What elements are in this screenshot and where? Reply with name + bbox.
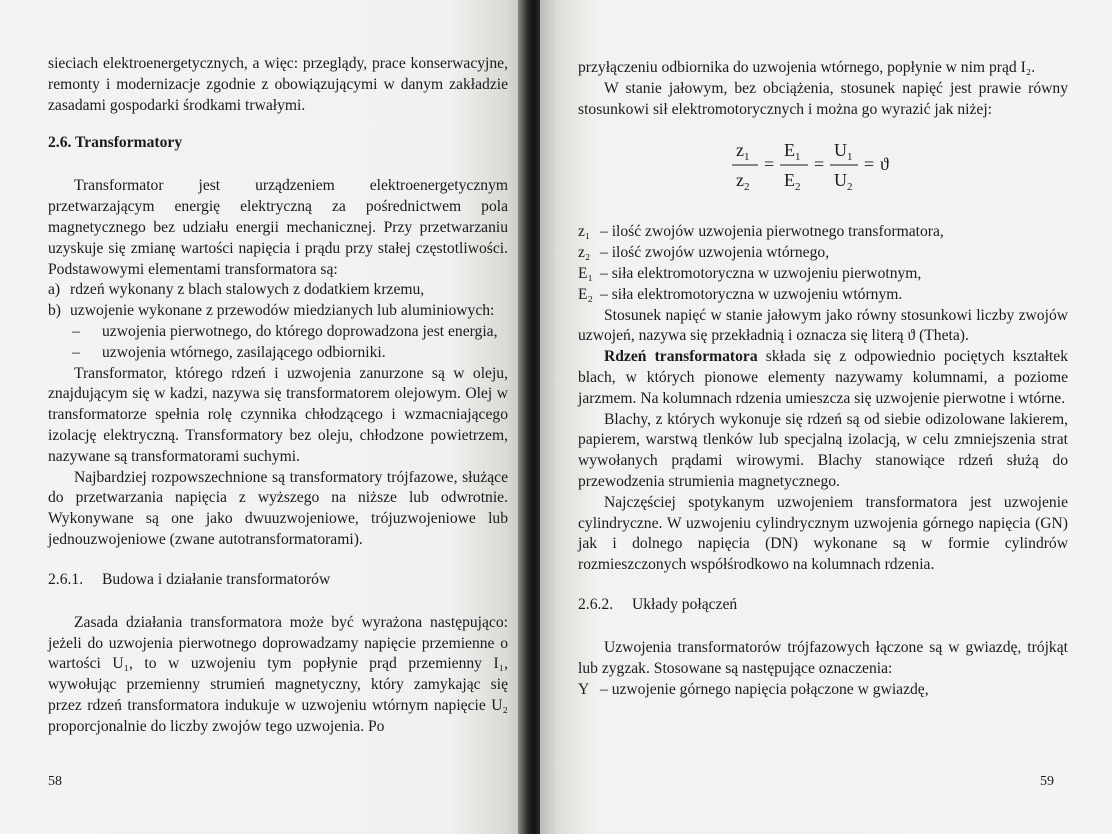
paragraph-three-phase: Najbardziej rozpowszechnione są transformatory trójfazowe, służące do przetwarzania napięcia z wyższego na niższe lub odwrotnie. Wykonywane są one jako dwuuzwojeniowe, trójuzwojeniowe lub jednouzwojeniowe (zwane autotransformatorami).	[48, 468, 508, 548]
formula-z2: $z_2$	[736, 170, 750, 194]
list-item-label: b)	[48, 302, 61, 320]
formula-z1: $z_1$	[736, 140, 750, 164]
formula-e2: $E_2$	[784, 170, 801, 194]
subsection-number: 2.6.1.	[48, 570, 84, 588]
formula-u2: $U_2$	[834, 170, 853, 194]
paragraph-ratio: Stosunek napięć w stanie jałowym jako równy stosunkowi liczby zwojów uzwojeń, nazywa się przekładnią i oznacza się literą ϑ (Theta).	[578, 306, 1068, 345]
symbol: E₁	[578, 264, 593, 282]
list-item-text: uzwojenie wykonane z przewodów miedzianych lub aluminiowych:	[70, 302, 495, 320]
list-item-text: rdzeń wykonany z blach stalowych z dodatkiem krzemu,	[70, 281, 425, 299]
right-page	[540, 0, 1112, 834]
symbol-text: – ilość zwojów uzwojenia wtórnego,	[600, 244, 830, 262]
paragraph-intro: sieciach elektroenergetycznych, a więc: przeglądy, prace konserwacyjne, remonty i modernizacje zgodnie z obowiązującymi w danym zakładzie zasadami gospodarki środkami trwałymi.	[48, 55, 508, 114]
symbol-text: – siła elektromotoryczna w uzwojeniu pierwotnym,	[600, 264, 922, 282]
ratio-formula	[728, 134, 928, 196]
paragraph-connections: Uzwojenia transformatorów trójfazowych łączone są w gwiazdę, trójkąt lub zygzak. Stosowane są następujące oznaczenia:	[578, 638, 1068, 677]
subsection-heading	[578, 596, 1068, 614]
paragraph-windings: Najczęściej spotykanym uzwojeniem transformatora jest uzwojenie cylindryczne. W uzwojeniu cylindrycznym uzwojenia górnego napięcia (GN) jak i dolnego napięcia (DN) wykonane są w formie cylindrów rozmieszczonych współśrodkowo na kolumnach rdzenia.	[578, 493, 1068, 574]
sublist-item-label: –	[72, 343, 80, 361]
left-page	[0, 0, 528, 834]
symbol-text: – uzwojenie górnego napięcia połączone w gwiazdę,	[600, 680, 929, 698]
sublist-item-label: –	[72, 322, 80, 340]
formula-u1: $U_1$	[834, 140, 853, 164]
paragraph-principle: Zasada działania transformatora może być wyrażona następująco: jeżeli do uzwojenia pierwotnego doprowadzamy napięcie przemienne o wartości U₁, to w uzwojeniu tym popłynie prąd przemienny I₁, wywołując przemienny strumień magnetyczny, który zamykając się przez rdzeń transformatora indukuje w uzwojeniu wtórnym napięcie U₂ proporcjonalnie do liczby zwojów tego uzwojenia. Po	[48, 613, 508, 735]
symbol-definition	[578, 243, 1068, 264]
symbol-definition	[578, 285, 1068, 306]
symbol: z₂	[578, 244, 591, 262]
sublist-item-text: uzwojenia wtórnego, zasilającego odbiorniki.	[102, 343, 386, 361]
subsection-number: 2.6.2.	[578, 595, 614, 613]
connection-symbol-y	[578, 680, 1068, 701]
left-page-text	[48, 54, 508, 738]
right-page-text	[578, 58, 1068, 700]
sublist-item	[48, 343, 508, 364]
symbol: E₂	[578, 285, 593, 303]
formula-equals-3: =	[864, 154, 875, 175]
formula-equals-1: =	[764, 154, 775, 175]
formula-equals-2: =	[814, 154, 825, 175]
paragraph-definition: Transformator jest urządzeniem elektroenergetycznym przetwarzającym energię elektryczną za pośrednictwem pola magnetycznego bez udziału energii mechanicznej. Przy przetwarzaniu uzyskuje się zmianę wartości napięcia i prądu przy stałej częstotliwości. Podstawowymi elementami transformatora są:	[48, 177, 508, 278]
subsection-title: Układy połączeń	[632, 595, 738, 613]
core-term: Rdzeń transformatora	[604, 348, 758, 366]
sublist-item-text: uzwojenia pierwotnego, do którego doprowadzona jest energia,	[102, 322, 498, 340]
subsection-title: Budowa i działanie transformatorów	[102, 570, 331, 588]
symbol: Y	[578, 680, 590, 698]
paragraph-continuation: przyłączeniu odbiornika do uzwojenia wtórnego, popłynie w nim prąd I₂.	[578, 59, 1036, 76]
symbol-definition	[578, 264, 1068, 285]
symbol: z₁	[578, 223, 591, 241]
list-item	[48, 280, 508, 301]
symbol-definition	[578, 222, 1068, 243]
subsection-heading	[48, 571, 508, 589]
paragraph-oil: Transformator, którego rdzeń i uzwojenia zanurzone są w oleju, znajdującym się w kadzi, nazywa się transformatorem olejowym. Olej w transformatorze spełnia rolę czynnika chłodzącego i wzmacniającego izolację elektryczną. Transformatory bez oleju, chłodzone powietrzem, nazywane są transformatorami suchymi.	[48, 364, 508, 465]
page-number-left: 58	[48, 774, 62, 789]
symbol-text: – siła elektromotoryczna w uzwojeniu wtórnym.	[600, 285, 903, 303]
paragraph-idle-state: W stanie jałowym, bez obciążenia, stosunek napięć jest prawie równy stosunkowi sił elektromotorycznych i można go wyrazić jak niżej:	[578, 79, 1068, 118]
section-heading: 2.6. Transformatory	[48, 134, 183, 152]
paragraph-core	[578, 347, 1068, 409]
page-number-right: 59	[1040, 774, 1054, 789]
list-item	[48, 301, 508, 322]
formula-theta: ϑ	[880, 154, 889, 175]
symbol-text: – ilość zwojów uzwojenia pierwotnego transformatora,	[600, 223, 944, 241]
core-description: składa się z odpowiednio pociętych kształtek blach, w których pionowe elementy nazywamy kolumnami, a poziome jarzmem. Na kolumnach rdzenia umieszcza się uzwojenie pierwotne i wtórne.	[578, 348, 1069, 407]
sublist-item	[48, 322, 508, 343]
formula-e1: $E_1$	[784, 140, 801, 164]
list-item-label: a)	[48, 281, 61, 299]
paragraph-sheets: Blachy, z których wykonuje się rdzeń są od siebie odizolowane lakierem, papierem, warstwą tlenków lub specjalną izolacją, w celu zmniejszenia strat wywołanych prądami wirowymi. Blachy stanowiące rdzeń służą do przewodzenia strumienia magnetycznego.	[578, 410, 1068, 490]
